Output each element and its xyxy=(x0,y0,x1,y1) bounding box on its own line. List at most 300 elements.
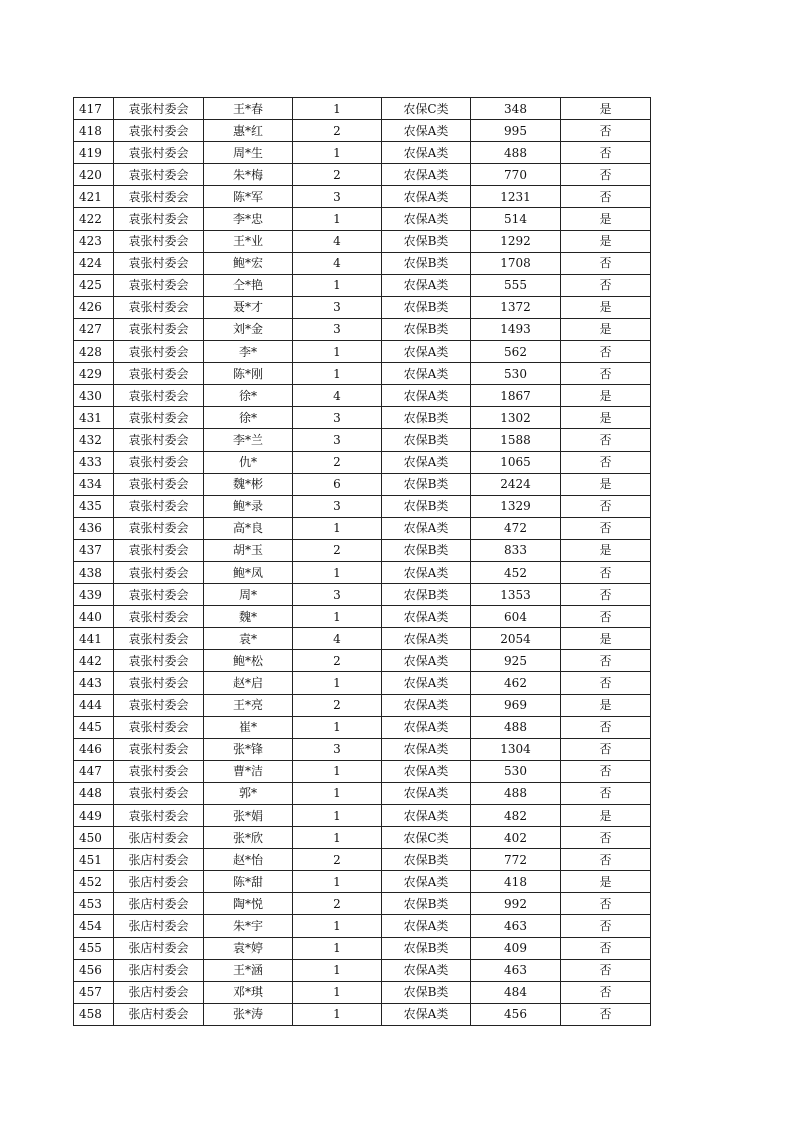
household-size-cell: 3 xyxy=(293,407,382,429)
amount-cell: 772 xyxy=(471,849,561,871)
household-size-cell: 6 xyxy=(293,473,382,495)
amount-cell: 514 xyxy=(471,208,561,230)
amount-cell: 472 xyxy=(471,517,561,539)
amount-cell: 1292 xyxy=(471,230,561,252)
table-row xyxy=(74,959,651,981)
village-committee-cell: 袁张村委会 xyxy=(114,142,204,164)
table-row xyxy=(74,186,651,208)
row-number-cell: 440 xyxy=(74,606,114,628)
row-number-cell: 443 xyxy=(74,672,114,694)
row-number-cell: 447 xyxy=(74,760,114,782)
village-committee-cell: 袁张村委会 xyxy=(114,120,204,142)
village-committee-cell: 张店村委会 xyxy=(114,959,204,981)
name-cell: 胡*玉 xyxy=(204,539,293,561)
name-cell: 徐* xyxy=(204,385,293,407)
row-number-cell: 423 xyxy=(74,230,114,252)
household-size-cell: 2 xyxy=(293,849,382,871)
name-cell: 赵*启 xyxy=(204,672,293,694)
village-committee-cell: 袁张村委会 xyxy=(114,429,204,451)
table-row xyxy=(74,915,651,937)
flag-cell: 否 xyxy=(561,252,651,274)
table-row xyxy=(74,274,651,296)
table-row xyxy=(74,385,651,407)
flag-cell: 否 xyxy=(561,164,651,186)
name-cell: 鲍*松 xyxy=(204,650,293,672)
name-cell: 王*亮 xyxy=(204,694,293,716)
amount-cell: 1708 xyxy=(471,252,561,274)
flag-cell: 是 xyxy=(561,694,651,716)
name-cell: 崔* xyxy=(204,716,293,738)
flag-cell: 否 xyxy=(561,274,651,296)
name-cell: 鲍*录 xyxy=(204,495,293,517)
village-committee-cell: 袁张村委会 xyxy=(114,650,204,672)
name-cell: 王*业 xyxy=(204,230,293,252)
village-committee-cell: 袁张村委会 xyxy=(114,782,204,804)
table-row xyxy=(74,1003,651,1025)
insurance-category-cell: 农保A类 xyxy=(382,186,471,208)
insurance-category-cell: 农保A类 xyxy=(382,606,471,628)
flag-cell: 否 xyxy=(561,606,651,628)
row-number-cell: 422 xyxy=(74,208,114,230)
name-cell: 袁*婷 xyxy=(204,937,293,959)
village-committee-cell: 袁张村委会 xyxy=(114,318,204,340)
name-cell: 陈*刚 xyxy=(204,363,293,385)
flag-cell: 否 xyxy=(561,827,651,849)
name-cell: 周*生 xyxy=(204,142,293,164)
row-number-cell: 457 xyxy=(74,981,114,1003)
village-committee-cell: 袁张村委会 xyxy=(114,208,204,230)
flag-cell: 否 xyxy=(561,120,651,142)
insurance-category-cell: 农保B类 xyxy=(382,495,471,517)
insurance-category-cell: 农保B类 xyxy=(382,318,471,340)
amount-cell: 1304 xyxy=(471,738,561,760)
household-size-cell: 1 xyxy=(293,561,382,583)
table-row xyxy=(74,429,651,451)
household-size-cell: 4 xyxy=(293,230,382,252)
insurance-category-cell: 农保A类 xyxy=(382,628,471,650)
village-committee-cell: 张店村委会 xyxy=(114,915,204,937)
amount-cell: 2424 xyxy=(471,473,561,495)
household-size-cell: 2 xyxy=(293,164,382,186)
flag-cell: 否 xyxy=(561,584,651,606)
row-number-cell: 432 xyxy=(74,429,114,451)
insurance-category-cell: 农保A类 xyxy=(382,959,471,981)
table-row xyxy=(74,981,651,1003)
village-committee-cell: 袁张村委会 xyxy=(114,341,204,363)
insurance-category-cell: 农保A类 xyxy=(382,1003,471,1025)
insurance-category-cell: 农保A类 xyxy=(382,650,471,672)
insurance-category-cell: 农保A类 xyxy=(382,208,471,230)
flag-cell: 是 xyxy=(561,296,651,318)
table-row xyxy=(74,893,651,915)
household-size-cell: 1 xyxy=(293,142,382,164)
table-row xyxy=(74,650,651,672)
insurance-category-cell: 农保A类 xyxy=(382,164,471,186)
name-cell: 仇* xyxy=(204,451,293,473)
village-committee-cell: 袁张村委会 xyxy=(114,407,204,429)
village-committee-cell: 袁张村委会 xyxy=(114,606,204,628)
amount-cell: 1372 xyxy=(471,296,561,318)
flag-cell: 否 xyxy=(561,849,651,871)
amount-cell: 482 xyxy=(471,805,561,827)
name-cell: 朱*梅 xyxy=(204,164,293,186)
name-cell: 徐* xyxy=(204,407,293,429)
row-number-cell: 446 xyxy=(74,738,114,760)
insurance-category-cell: 农保B类 xyxy=(382,937,471,959)
household-size-cell: 1 xyxy=(293,517,382,539)
flag-cell: 否 xyxy=(561,716,651,738)
table-row xyxy=(74,363,651,385)
household-size-cell: 3 xyxy=(293,429,382,451)
insurance-category-cell: 农保B类 xyxy=(382,893,471,915)
name-cell: 李*兰 xyxy=(204,429,293,451)
village-committee-cell: 袁张村委会 xyxy=(114,473,204,495)
village-committee-cell: 袁张村委会 xyxy=(114,694,204,716)
village-committee-cell: 袁张村委会 xyxy=(114,451,204,473)
table-row xyxy=(74,230,651,252)
household-size-cell: 1 xyxy=(293,98,382,120)
insurance-category-cell: 农保B类 xyxy=(382,429,471,451)
flag-cell: 否 xyxy=(561,517,651,539)
village-committee-cell: 张店村委会 xyxy=(114,871,204,893)
row-number-cell: 429 xyxy=(74,363,114,385)
name-cell: 高*良 xyxy=(204,517,293,539)
amount-cell: 770 xyxy=(471,164,561,186)
household-size-cell: 4 xyxy=(293,385,382,407)
table-row xyxy=(74,98,651,120)
flag-cell: 是 xyxy=(561,98,651,120)
table-row xyxy=(74,738,651,760)
name-cell: 鲍*凤 xyxy=(204,561,293,583)
row-number-cell: 450 xyxy=(74,827,114,849)
name-cell: 张*娟 xyxy=(204,805,293,827)
table-row xyxy=(74,561,651,583)
amount-cell: 463 xyxy=(471,915,561,937)
household-size-cell: 1 xyxy=(293,827,382,849)
table-row xyxy=(74,782,651,804)
household-size-cell: 1 xyxy=(293,937,382,959)
row-number-cell: 451 xyxy=(74,849,114,871)
insurance-category-cell: 农保A类 xyxy=(382,672,471,694)
household-size-cell: 1 xyxy=(293,672,382,694)
insurance-category-cell: 农保A类 xyxy=(382,782,471,804)
row-number-cell: 421 xyxy=(74,186,114,208)
name-cell: 王*涵 xyxy=(204,959,293,981)
household-size-cell: 1 xyxy=(293,363,382,385)
flag-cell: 否 xyxy=(561,451,651,473)
insurance-category-cell: 农保A类 xyxy=(382,805,471,827)
amount-cell: 530 xyxy=(471,760,561,782)
amount-cell: 348 xyxy=(471,98,561,120)
table-row xyxy=(74,473,651,495)
village-committee-cell: 张店村委会 xyxy=(114,849,204,871)
table-row xyxy=(74,849,651,871)
village-committee-cell: 袁张村委会 xyxy=(114,672,204,694)
table-row xyxy=(74,827,651,849)
flag-cell: 否 xyxy=(561,981,651,1003)
table-row xyxy=(74,341,651,363)
flag-cell: 否 xyxy=(561,363,651,385)
household-size-cell: 2 xyxy=(293,650,382,672)
table-row xyxy=(74,760,651,782)
row-number-cell: 448 xyxy=(74,782,114,804)
household-size-cell: 2 xyxy=(293,694,382,716)
amount-cell: 452 xyxy=(471,561,561,583)
insurance-category-cell: 农保C类 xyxy=(382,98,471,120)
name-cell: 曹*洁 xyxy=(204,760,293,782)
table-row xyxy=(74,451,651,473)
table-row xyxy=(74,407,651,429)
amount-cell: 992 xyxy=(471,893,561,915)
village-committee-cell: 袁张村委会 xyxy=(114,517,204,539)
household-size-cell: 3 xyxy=(293,584,382,606)
amount-cell: 1329 xyxy=(471,495,561,517)
name-cell: 刘*金 xyxy=(204,318,293,340)
village-committee-cell: 张店村委会 xyxy=(114,893,204,915)
insurance-category-cell: 农保C类 xyxy=(382,827,471,849)
name-cell: 邓*琪 xyxy=(204,981,293,1003)
flag-cell: 是 xyxy=(561,871,651,893)
table-row xyxy=(74,606,651,628)
row-number-cell: 452 xyxy=(74,871,114,893)
village-committee-cell: 袁张村委会 xyxy=(114,805,204,827)
flag-cell: 是 xyxy=(561,230,651,252)
village-committee-cell: 张店村委会 xyxy=(114,981,204,1003)
row-number-cell: 424 xyxy=(74,252,114,274)
name-cell: 王*春 xyxy=(204,98,293,120)
row-number-cell: 454 xyxy=(74,915,114,937)
row-number-cell: 431 xyxy=(74,407,114,429)
insurance-category-cell: 农保A类 xyxy=(382,738,471,760)
row-number-cell: 434 xyxy=(74,473,114,495)
household-size-cell: 4 xyxy=(293,252,382,274)
row-number-cell: 445 xyxy=(74,716,114,738)
table-row xyxy=(74,584,651,606)
table-row xyxy=(74,628,651,650)
row-number-cell: 455 xyxy=(74,937,114,959)
row-number-cell: 426 xyxy=(74,296,114,318)
village-committee-cell: 袁张村委会 xyxy=(114,584,204,606)
flag-cell: 否 xyxy=(561,915,651,937)
flag-cell: 否 xyxy=(561,1003,651,1025)
table-row xyxy=(74,805,651,827)
insurance-category-cell: 农保A类 xyxy=(382,561,471,583)
beneficiary-table xyxy=(73,97,651,1026)
flag-cell: 否 xyxy=(561,893,651,915)
name-cell: 张*锋 xyxy=(204,738,293,760)
name-cell: 仝*艳 xyxy=(204,274,293,296)
household-size-cell: 1 xyxy=(293,959,382,981)
flag-cell: 否 xyxy=(561,495,651,517)
village-committee-cell: 袁张村委会 xyxy=(114,716,204,738)
table-row xyxy=(74,208,651,230)
table-body xyxy=(74,98,651,1026)
name-cell: 赵*怡 xyxy=(204,849,293,871)
table-row xyxy=(74,871,651,893)
amount-cell: 402 xyxy=(471,827,561,849)
household-size-cell: 2 xyxy=(293,451,382,473)
name-cell: 魏*彬 xyxy=(204,473,293,495)
amount-cell: 462 xyxy=(471,672,561,694)
name-cell: 聂*才 xyxy=(204,296,293,318)
row-number-cell: 418 xyxy=(74,120,114,142)
amount-cell: 1302 xyxy=(471,407,561,429)
insurance-category-cell: 农保A类 xyxy=(382,716,471,738)
table-row xyxy=(74,142,651,164)
village-committee-cell: 张店村委会 xyxy=(114,1003,204,1025)
name-cell: 朱*宇 xyxy=(204,915,293,937)
amount-cell: 484 xyxy=(471,981,561,1003)
name-cell: 张*欣 xyxy=(204,827,293,849)
village-committee-cell: 袁张村委会 xyxy=(114,164,204,186)
row-number-cell: 458 xyxy=(74,1003,114,1025)
amount-cell: 1588 xyxy=(471,429,561,451)
amount-cell: 1867 xyxy=(471,385,561,407)
household-size-cell: 1 xyxy=(293,915,382,937)
table-row xyxy=(74,716,651,738)
household-size-cell: 2 xyxy=(293,120,382,142)
amount-cell: 488 xyxy=(471,716,561,738)
name-cell: 郭* xyxy=(204,782,293,804)
row-number-cell: 438 xyxy=(74,561,114,583)
name-cell: 陶*悦 xyxy=(204,893,293,915)
row-number-cell: 419 xyxy=(74,142,114,164)
flag-cell: 是 xyxy=(561,628,651,650)
table-row xyxy=(74,937,651,959)
row-number-cell: 439 xyxy=(74,584,114,606)
household-size-cell: 3 xyxy=(293,296,382,318)
amount-cell: 530 xyxy=(471,363,561,385)
flag-cell: 是 xyxy=(561,407,651,429)
row-number-cell: 449 xyxy=(74,805,114,827)
insurance-category-cell: 农保B类 xyxy=(382,584,471,606)
table-row xyxy=(74,252,651,274)
table-row xyxy=(74,164,651,186)
name-cell: 鲍*宏 xyxy=(204,252,293,274)
flag-cell: 否 xyxy=(561,738,651,760)
village-committee-cell: 张店村委会 xyxy=(114,827,204,849)
household-size-cell: 1 xyxy=(293,1003,382,1025)
village-committee-cell: 袁张村委会 xyxy=(114,539,204,561)
village-committee-cell: 袁张村委会 xyxy=(114,385,204,407)
name-cell: 惠*红 xyxy=(204,120,293,142)
household-size-cell: 1 xyxy=(293,805,382,827)
amount-cell: 833 xyxy=(471,539,561,561)
row-number-cell: 430 xyxy=(74,385,114,407)
household-size-cell: 1 xyxy=(293,208,382,230)
insurance-category-cell: 农保B类 xyxy=(382,473,471,495)
insurance-category-cell: 农保A类 xyxy=(382,694,471,716)
village-committee-cell: 袁张村委会 xyxy=(114,561,204,583)
insurance-category-cell: 农保A类 xyxy=(382,363,471,385)
table-row xyxy=(74,539,651,561)
insurance-category-cell: 农保A类 xyxy=(382,517,471,539)
flag-cell: 是 xyxy=(561,318,651,340)
amount-cell: 1493 xyxy=(471,318,561,340)
insurance-category-cell: 农保B类 xyxy=(382,230,471,252)
household-size-cell: 3 xyxy=(293,495,382,517)
village-committee-cell: 张店村委会 xyxy=(114,937,204,959)
amount-cell: 2054 xyxy=(471,628,561,650)
household-size-cell: 1 xyxy=(293,760,382,782)
insurance-category-cell: 农保B类 xyxy=(382,539,471,561)
flag-cell: 是 xyxy=(561,208,651,230)
row-number-cell: 442 xyxy=(74,650,114,672)
table-row xyxy=(74,495,651,517)
name-cell: 袁* xyxy=(204,628,293,650)
name-cell: 李* xyxy=(204,341,293,363)
row-number-cell: 437 xyxy=(74,539,114,561)
household-size-cell: 2 xyxy=(293,539,382,561)
household-size-cell: 3 xyxy=(293,738,382,760)
amount-cell: 925 xyxy=(471,650,561,672)
insurance-category-cell: 农保A类 xyxy=(382,760,471,782)
insurance-category-cell: 农保A类 xyxy=(382,142,471,164)
flag-cell: 否 xyxy=(561,186,651,208)
household-size-cell: 1 xyxy=(293,981,382,1003)
flag-cell: 否 xyxy=(561,959,651,981)
name-cell: 李*忠 xyxy=(204,208,293,230)
amount-cell: 1353 xyxy=(471,584,561,606)
village-committee-cell: 袁张村委会 xyxy=(114,628,204,650)
insurance-category-cell: 农保A类 xyxy=(382,274,471,296)
household-size-cell: 3 xyxy=(293,186,382,208)
flag-cell: 否 xyxy=(561,429,651,451)
amount-cell: 488 xyxy=(471,142,561,164)
row-number-cell: 444 xyxy=(74,694,114,716)
household-size-cell: 3 xyxy=(293,318,382,340)
insurance-category-cell: 农保B类 xyxy=(382,252,471,274)
village-committee-cell: 袁张村委会 xyxy=(114,760,204,782)
household-size-cell: 2 xyxy=(293,893,382,915)
household-size-cell: 4 xyxy=(293,628,382,650)
name-cell: 陈*甜 xyxy=(204,871,293,893)
row-number-cell: 435 xyxy=(74,495,114,517)
amount-cell: 995 xyxy=(471,120,561,142)
flag-cell: 否 xyxy=(561,561,651,583)
insurance-category-cell: 农保A类 xyxy=(382,341,471,363)
insurance-category-cell: 农保A类 xyxy=(382,871,471,893)
village-committee-cell: 袁张村委会 xyxy=(114,363,204,385)
household-size-cell: 1 xyxy=(293,274,382,296)
row-number-cell: 453 xyxy=(74,893,114,915)
row-number-cell: 417 xyxy=(74,98,114,120)
table-row xyxy=(74,318,651,340)
name-cell: 张*涛 xyxy=(204,1003,293,1025)
flag-cell: 是 xyxy=(561,473,651,495)
row-number-cell: 425 xyxy=(74,274,114,296)
table-row xyxy=(74,694,651,716)
flag-cell: 否 xyxy=(561,650,651,672)
village-committee-cell: 袁张村委会 xyxy=(114,274,204,296)
flag-cell: 否 xyxy=(561,672,651,694)
flag-cell: 否 xyxy=(561,341,651,363)
amount-cell: 488 xyxy=(471,782,561,804)
household-size-cell: 1 xyxy=(293,782,382,804)
household-size-cell: 1 xyxy=(293,341,382,363)
amount-cell: 604 xyxy=(471,606,561,628)
village-committee-cell: 袁张村委会 xyxy=(114,186,204,208)
flag-cell: 否 xyxy=(561,142,651,164)
table-row xyxy=(74,672,651,694)
table-row xyxy=(74,120,651,142)
household-size-cell: 1 xyxy=(293,606,382,628)
insurance-category-cell: 农保B类 xyxy=(382,296,471,318)
amount-cell: 463 xyxy=(471,959,561,981)
insurance-category-cell: 农保A类 xyxy=(382,915,471,937)
village-committee-cell: 袁张村委会 xyxy=(114,230,204,252)
row-number-cell: 427 xyxy=(74,318,114,340)
